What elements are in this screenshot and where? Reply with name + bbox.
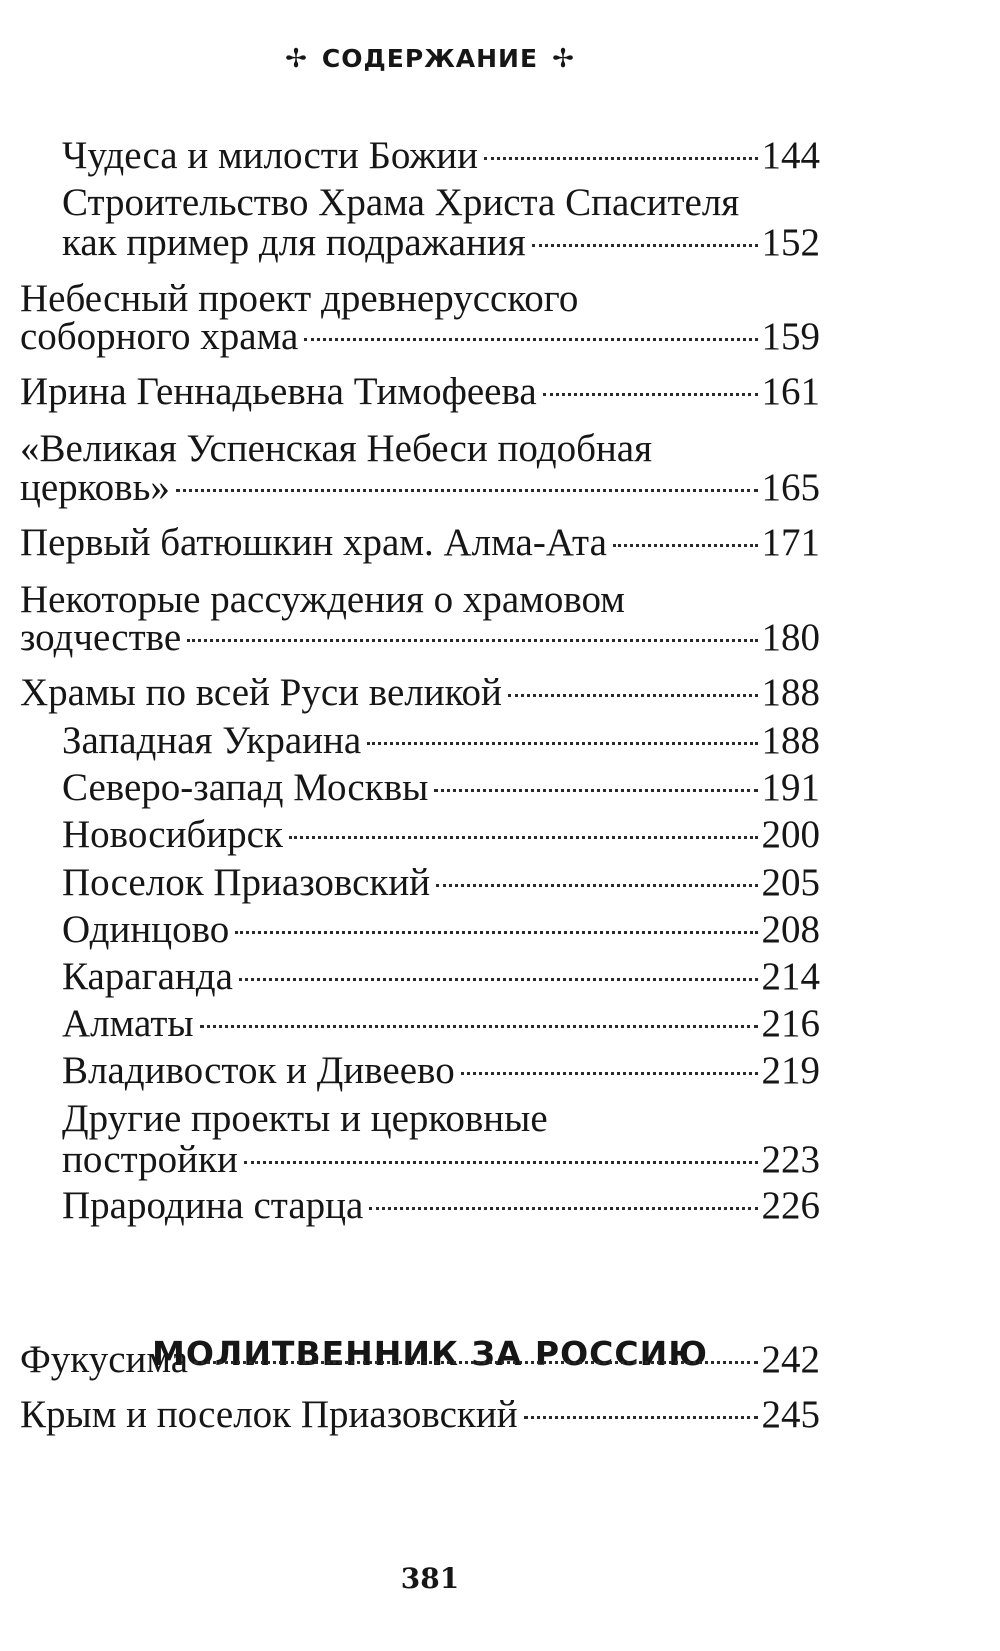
toc-entry bbox=[62, 907, 820, 953]
toc-entry bbox=[62, 1001, 820, 1047]
toc-entry-title-line: Строительство Храма Христа Спасителя bbox=[62, 181, 740, 224]
toc-entry-page: 245 bbox=[761, 1393, 820, 1436]
toc-entry-title: Поселок Приазовский bbox=[62, 861, 431, 904]
toc-entry-title: Храмы по всей Руси великой bbox=[20, 671, 502, 714]
toc-entry-page: 216 bbox=[761, 1002, 820, 1045]
dot-leader bbox=[524, 1416, 758, 1419]
dot-leader bbox=[239, 978, 758, 981]
toc-entry bbox=[20, 1337, 820, 1383]
toc-entry-page: 161 bbox=[761, 370, 820, 413]
toc-entry-title-line: Некоторые рассуждения о храмовом bbox=[20, 578, 625, 621]
toc-entry bbox=[20, 520, 820, 566]
toc-entry-title: Прародина старца bbox=[62, 1184, 364, 1227]
toc-entry-title: церковь» bbox=[20, 466, 170, 509]
dot-leader bbox=[367, 742, 757, 745]
toc-entry-title: постройки bbox=[62, 1138, 238, 1181]
toc-entry bbox=[20, 670, 820, 716]
toc-entry bbox=[62, 860, 820, 906]
toc-entry-title: Фукусима bbox=[20, 1338, 189, 1381]
toc-entry-title: Северо-запад Москвы bbox=[62, 766, 429, 809]
toc-entry-title: Владивосток и Дивеево bbox=[62, 1049, 455, 1092]
dot-leader bbox=[200, 1025, 758, 1028]
toc-entry-title: Новосибирск bbox=[62, 813, 283, 856]
page-number: 381 bbox=[400, 1562, 460, 1595]
dot-leader bbox=[244, 1161, 758, 1164]
toc-entry-title: Одинцово bbox=[62, 908, 230, 951]
running-header bbox=[0, 44, 860, 74]
toc-entry bbox=[62, 1137, 820, 1183]
section-heading: МОЛИТВЕННИК ЗА РОССИЮ bbox=[152, 1334, 708, 1373]
toc-entry-page: 159 bbox=[761, 315, 820, 358]
toc-entry bbox=[20, 369, 820, 415]
toc-entry-page: 144 bbox=[761, 134, 820, 177]
dot-leader bbox=[532, 244, 758, 247]
toc-entry-title: Ирина Геннадьевна Тимофеева bbox=[20, 370, 537, 413]
toc-entry-title: Первый батюшкин храм. Алма-Ата bbox=[20, 521, 607, 564]
dot-leader bbox=[484, 157, 757, 160]
toc-entry-title-line: Другие проекты и церковные bbox=[62, 1097, 548, 1140]
dot-leader bbox=[194, 1361, 757, 1364]
toc-entry bbox=[62, 133, 820, 179]
dot-leader bbox=[187, 639, 757, 642]
toc-entry-page: 208 bbox=[761, 908, 820, 951]
dot-leader bbox=[289, 836, 758, 839]
toc-entry-page: 165 bbox=[761, 466, 820, 509]
toc-entry bbox=[62, 954, 820, 1000]
dot-leader bbox=[369, 1207, 757, 1210]
toc-entry-title: зодчестве bbox=[20, 616, 182, 659]
toc-entry-page: 226 bbox=[761, 1184, 820, 1227]
toc-entry bbox=[62, 718, 820, 764]
toc-entry-page: 171 bbox=[761, 521, 820, 564]
dot-leader bbox=[235, 931, 757, 934]
toc-entry-title: Чудеса и милости Божии bbox=[62, 134, 479, 177]
toc-entry bbox=[62, 220, 820, 266]
toc-entry-page: 219 bbox=[761, 1049, 820, 1092]
running-header-title: СОДЕРЖАНИЕ bbox=[321, 44, 539, 73]
toc-entry bbox=[20, 314, 820, 360]
toc-entry-title-line: Небесный проект древнерусского bbox=[20, 277, 579, 320]
dot-leader bbox=[176, 489, 758, 492]
dot-leader bbox=[434, 789, 757, 792]
toc-entry-title: Караганда bbox=[62, 955, 233, 998]
cross-ornament-right: ✢ bbox=[552, 44, 575, 74]
toc-entry-page: 223 bbox=[761, 1138, 820, 1181]
toc-entry bbox=[62, 1183, 820, 1229]
dot-leader bbox=[304, 338, 757, 341]
cross-ornament-left: ✢ bbox=[285, 44, 308, 74]
toc-entry-title: Алматы bbox=[62, 1002, 194, 1045]
toc-entry bbox=[20, 1392, 820, 1438]
toc-entry-page: 180 bbox=[761, 616, 820, 659]
toc-entry-page: 191 bbox=[761, 766, 820, 809]
toc-entry bbox=[20, 465, 820, 511]
dot-leader bbox=[543, 393, 758, 396]
toc-entry-page: 214 bbox=[761, 955, 820, 998]
dot-leader bbox=[508, 694, 758, 697]
toc-entry bbox=[62, 812, 820, 858]
dot-leader bbox=[461, 1072, 758, 1075]
toc-entry-title: Крым и поселок Приазовский bbox=[20, 1393, 518, 1436]
toc-entry-page: 188 bbox=[761, 671, 820, 714]
toc-entry-title: соборного храма bbox=[20, 315, 299, 358]
toc-entry bbox=[62, 1048, 820, 1094]
toc-entry bbox=[20, 615, 820, 661]
toc-entry bbox=[62, 765, 820, 811]
toc-entry-title: Западная Украина bbox=[62, 719, 362, 762]
toc-entry-page: 205 bbox=[761, 861, 820, 904]
toc-entry-page: 188 bbox=[761, 719, 820, 762]
dot-leader bbox=[613, 544, 758, 547]
toc-entry-page: 242 bbox=[761, 1338, 820, 1381]
toc-entry-page: 152 bbox=[761, 221, 820, 264]
toc-entry-page: 200 bbox=[761, 813, 820, 856]
dot-leader bbox=[436, 884, 757, 887]
toc-entry-title: как пример для подражания bbox=[62, 221, 526, 264]
toc-entry-title-line: «Великая Успенская Небеси подобная bbox=[20, 427, 653, 470]
